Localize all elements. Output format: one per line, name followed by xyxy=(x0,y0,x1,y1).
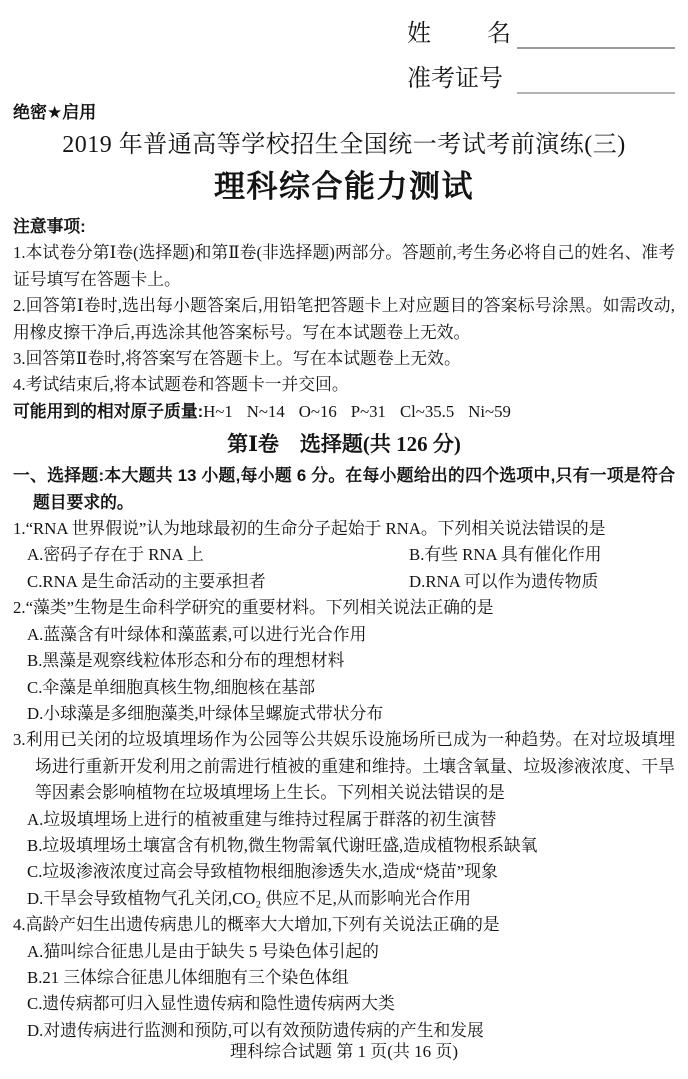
question-3-options xyxy=(13,807,675,913)
question-2-option-d: D.小球藻是多细胞藻类,叶绿体呈螺旋式带状分布 xyxy=(27,703,384,723)
question-2-stem xyxy=(13,595,675,621)
question-2-number: 2. xyxy=(13,598,26,618)
atomic-mass-value: Ni~59 xyxy=(468,401,511,421)
name-label xyxy=(407,19,511,49)
atomic-mass-value: N~14 xyxy=(246,401,285,421)
atomic-mass-value: H~1 xyxy=(203,401,233,421)
question-4-number: 4. xyxy=(13,915,26,935)
question-3-option-b: B.垃圾填埋场土壤富含有机物,微生物需氧代谢旺盛,造成植物根系缺氧 xyxy=(27,835,538,855)
subject-title: 理科综合能力测试 xyxy=(214,169,474,204)
atomic-mass-value: O~16 xyxy=(298,401,337,421)
atomic-mass-line xyxy=(13,399,675,425)
notice-item-1: 1.本试卷分第Ⅰ卷(选择题)和第Ⅱ卷(非选择题)两部分。答题前,考生务必将自己的姓名、准考证号填写在答题卡上。 xyxy=(13,243,675,289)
question-3 xyxy=(13,727,675,912)
question-4-option-d: D.对遗传病进行监测和预防,可以有效预防遗传病的产生和发展 xyxy=(27,1020,484,1040)
ticket-field-row xyxy=(407,58,675,94)
notice-item-2: 2.回答第Ⅰ卷时,选出每小题答案后,用铅笔把答题卡上对应题目的答案标号涂黑。如需改动,用橡皮擦干净后,再选涂其他答案标号。写在本试题卷上无效。 xyxy=(13,296,675,342)
question-2-option-c: C.伞藻是单细胞真核生物,细胞核在基部 xyxy=(27,677,316,697)
name-label-char-right: 名 xyxy=(487,21,511,47)
atomic-mass-label: 可能用到的相对原子质量: xyxy=(13,401,204,421)
secrecy-notice: 绝密★启用 xyxy=(13,103,97,122)
question-3-number: 3. xyxy=(13,730,26,750)
question-4-option-a: A.猫叫综合征患儿是由于缺失 5 号染色体引起的 xyxy=(27,941,379,961)
question-2-option-b: B.黑藻是观察线粒体形态和分布的理想材料 xyxy=(27,651,345,671)
question-2-option-a: A.蓝藻含有叶绿体和藻蓝素,可以进行光合作用 xyxy=(27,624,367,644)
name-field-row xyxy=(407,13,675,49)
name-blank-line xyxy=(517,15,675,49)
notice-heading: 注意事项: xyxy=(13,217,86,236)
question-1-stem xyxy=(13,516,675,542)
section1-heading: 第Ⅰ卷 选择题(共 126 分) xyxy=(227,432,461,457)
question-1-option-c: C.RNA 是生命活动的主要承担者 xyxy=(27,571,266,591)
paper-body xyxy=(13,214,675,1044)
notice-item-4: 4.考试结束后,将本试题卷和答题卡一并交回。 xyxy=(13,375,349,395)
question-2-stem-text: “藻类”生物是生命科学研究的重要材料。下列相关说法正确的是 xyxy=(25,598,494,618)
atomic-mass-value: Cl~35.5 xyxy=(399,401,455,421)
question-3-option-d: D.干旱会导致植物气孔关闭,CO₂ 供应不足,从而影响光合作用 xyxy=(27,888,472,908)
atomic-mass-value: P~31 xyxy=(350,401,386,421)
section1-intro: 一、选择题:本大题共 13 小题,每小题 6 分。在每小题给出的四个选项中,只有一项是符合题目要求的。 xyxy=(13,466,675,512)
question-1-options xyxy=(13,542,675,595)
question-4-stem-text: 高龄产妇生出遗传病患儿的概率大大增加,下列有关说法正确的是 xyxy=(25,915,500,935)
question-1-option-b: B.有些 RNA 具有催化作用 xyxy=(409,545,602,565)
question-2 xyxy=(13,595,675,727)
exam-session-title: 2019 年普通高等学校招生全国统一考试考前演练(三) xyxy=(62,132,626,158)
ticket-label: 准考证号 xyxy=(407,66,503,92)
question-1-option-d: D.RNA 可以作为遗传物质 xyxy=(409,571,599,591)
question-4-option-b: B.21 三体综合征患儿体细胞有三个染色体组 xyxy=(27,967,349,987)
question-1-option-a: A.密码子存在于 RNA 上 xyxy=(27,545,204,565)
notice-item-3: 3.回答第Ⅱ卷时,将答案写在答题卡上。写在本试题卷上无效。 xyxy=(13,349,461,369)
name-label-char-left: 姓 xyxy=(407,21,431,47)
page-footer: 理科综合试题 第 1 页(共 16 页) xyxy=(229,1042,459,1061)
question-1 xyxy=(13,516,675,595)
question-1-stem-text: “RNA 世界假说”认为地球最初的生命分子起始于 RNA。下列相关说法错误的是 xyxy=(25,519,606,539)
question-4-options xyxy=(13,939,675,1045)
question-3-option-a: A.垃圾填埋场上进行的植被重建与维持过程属于群落的初生演替 xyxy=(27,809,497,829)
question-1-number: 1. xyxy=(13,519,26,539)
question-2-options xyxy=(13,622,675,728)
question-4-stem xyxy=(13,912,675,938)
header-fields xyxy=(407,0,675,94)
ticket-blank-line xyxy=(517,60,675,94)
question-4-option-c: C.遗传病都可归入显性遗传病和隐性遗传病两大类 xyxy=(27,994,395,1014)
question-3-stem-text: 利用已关闭的垃圾填埋场作为公园等公共娱乐设施场所已成为一种趋势。在对垃圾填埋场进行重新开发利用之前需进行植被的重建和维持。土壤含氧量、垃圾渗液浓度、干旱等因素会影响植物在垃圾填埋场上生长。下列相关说法错误的是 xyxy=(25,730,675,803)
question-4 xyxy=(13,912,675,1044)
question-3-option-c: C.垃圾渗液浓度过高会导致植物根细胞渗透失水,造成“烧苗”现象 xyxy=(27,862,498,882)
question-3-stem xyxy=(13,727,675,806)
